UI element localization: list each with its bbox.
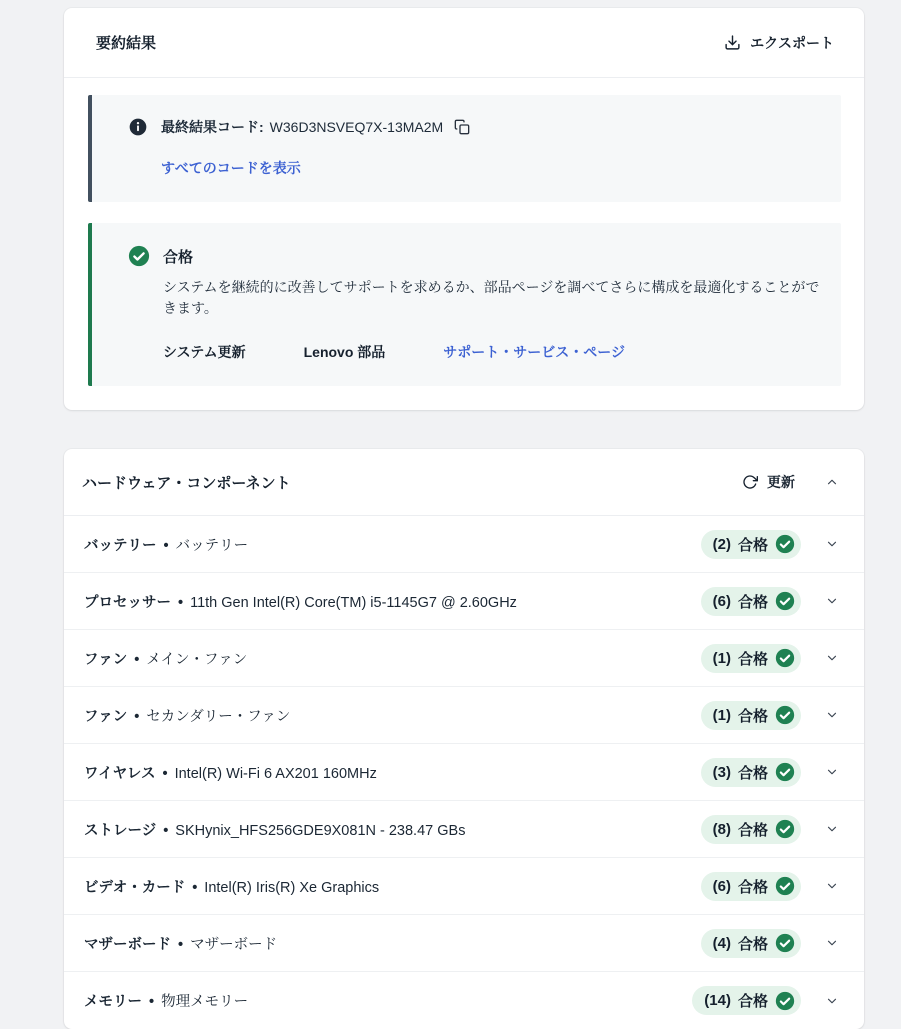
component-label [84,591,517,612]
check-circle-icon [775,705,795,725]
row-right [692,986,839,1015]
status-badge [701,758,801,787]
hardware-row-memory[interactable] [64,972,864,1029]
component-label [84,819,465,840]
check-circle-icon [775,534,795,554]
hardware-row-processor[interactable] [64,573,864,630]
summary-results-card [64,8,864,410]
result-code-value: W36D3NSVEQ7X-13MA2M [269,119,444,135]
export-button[interactable] [724,33,834,53]
support-service-page-link[interactable]: サポート・サービス・ページ [443,344,626,360]
component-separator: • [163,537,169,554]
status-text: 合格 [737,707,768,725]
component-category: ワイヤレス [84,765,156,782]
test-count: (1) [712,649,731,667]
component-category: プロセッサー [84,594,171,611]
chevron-down-icon[interactable] [825,537,839,551]
pass-alert [88,223,841,386]
test-count: (4) [712,934,731,952]
status-badge [701,929,801,958]
row-right [701,929,839,958]
hardware-row-video-card[interactable] [64,858,864,915]
test-count: (6) [712,877,731,895]
status-badge [701,701,801,730]
test-count: (3) [712,763,731,781]
component-detail: Intel(R) Iris(R) Xe Graphics [204,879,380,896]
hardware-card-header [64,449,864,516]
row-right [701,530,839,559]
component-label [84,648,247,669]
check-circle-icon [775,762,795,782]
chevron-down-icon[interactable] [825,594,839,608]
info-circle-icon [128,117,148,137]
status-badge [701,644,801,673]
component-label [84,990,248,1011]
hardware-header-actions [742,472,839,492]
test-count: (14) [704,992,731,1009]
row-right [701,644,839,673]
component-separator: • [149,994,155,1010]
chevron-down-icon[interactable] [825,765,839,779]
status-badge [692,986,801,1015]
test-count: (1) [712,706,731,724]
component-detail: Intel(R) Wi-Fi 6 AX201 160MHz [174,765,377,782]
status-text: 合格 [737,878,768,896]
check-circle-icon [775,648,795,668]
chevron-down-icon[interactable] [825,822,839,836]
hardware-row-storage[interactable] [64,801,864,858]
chevron-up-icon[interactable] [825,475,839,489]
chevron-down-icon[interactable] [825,936,839,950]
pass-title: 合格 [163,248,194,266]
system-update-link[interactable]: システム更新 [163,344,246,360]
component-separator: • [162,765,168,782]
row-right [701,872,839,901]
component-detail: 11th Gen Intel(R) Core(TM) i5-1145G7 @ 2.60GHz [190,594,517,611]
check-circle-icon [128,245,150,267]
hardware-row-battery[interactable] [64,516,864,573]
component-category: メモリー [84,994,142,1010]
status-badge [701,530,801,559]
test-count: (6) [712,592,731,610]
chevron-down-icon[interactable] [825,651,839,665]
component-label [84,705,290,726]
component-separator: • [178,594,184,611]
hardware-row-wireless[interactable] [64,744,864,801]
component-category: マザーボード [84,936,171,953]
status-text: 合格 [737,821,768,839]
refresh-button[interactable] [742,472,795,492]
component-separator: • [134,651,140,668]
check-circle-icon [775,819,795,839]
component-detail: セカンダリー・ファン [146,708,291,725]
copy-icon [454,119,470,135]
hardware-components-card [64,449,864,1029]
test-count: (8) [712,820,731,838]
check-circle-icon [775,933,795,953]
component-label [84,762,377,783]
refresh-icon [742,474,758,490]
status-badge [701,872,801,901]
component-separator: • [178,936,184,953]
result-code-row [128,117,821,137]
status-text: 合格 [737,650,768,668]
show-all-codes-link[interactable]: すべてのコードを表示 [161,160,301,176]
component-label [84,933,277,954]
export-label: エクスポート [750,34,834,51]
chevron-down-icon[interactable] [825,994,839,1008]
check-circle-icon [775,591,795,611]
status-badge [701,587,801,616]
result-code-line [161,117,470,137]
row-right [701,587,839,616]
status-text: 合格 [737,536,768,554]
chevron-down-icon[interactable] [825,879,839,893]
check-circle-icon [775,876,795,896]
component-detail: SKHynix_HFS256GDE9X081N - 238.47 GBs [175,822,466,839]
test-count: (2) [712,535,731,553]
row-right [701,815,839,844]
lenovo-parts-link[interactable]: Lenovo 部品 [303,344,386,360]
component-detail: 物理メモリー [161,994,249,1010]
result-code-label: 最終結果コード: [161,119,264,135]
component-label [84,876,379,897]
row-right [701,758,839,787]
status-text: 合格 [737,764,768,782]
download-icon [724,34,741,51]
hardware-title: ハードウェア・コンポーネント [82,474,291,492]
check-circle-icon [775,991,795,1011]
summary-card-body [64,78,864,410]
hardware-row-motherboard[interactable] [64,915,864,972]
hardware-row-fan-secondary[interactable] [64,687,864,744]
component-detail: マザーボード [190,936,278,953]
status-text: 合格 [737,993,768,1010]
pass-description: システムを継続的に改善してサポートを求めるか、部品ページを調べてさらに構成を最適化することができます。 [163,279,820,316]
hardware-row-fan-main[interactable] [64,630,864,687]
status-badge [701,815,801,844]
pass-actions [163,342,821,362]
component-separator: • [163,822,169,839]
pass-title-row [128,245,821,267]
component-separator: • [192,879,198,896]
component-separator: • [134,708,140,725]
row-right [701,701,839,730]
refresh-label: 更新 [767,474,795,490]
summary-title: 要約結果 [96,35,157,52]
status-text: 合格 [737,935,768,953]
component-category: バッテリー [84,537,157,554]
component-category: ストレージ [84,822,157,839]
component-category: ビデオ・カード [84,879,186,896]
component-category: ファン [84,708,128,725]
component-detail: バッテリー [175,537,249,554]
component-detail: メイン・ファン [146,651,248,668]
component-category: ファン [84,651,128,668]
copy-code-button[interactable] [454,119,470,135]
component-label [84,534,248,555]
summary-card-header [64,8,864,78]
result-code-alert [88,95,841,202]
chevron-down-icon[interactable] [825,708,839,722]
status-text: 合格 [737,593,768,611]
